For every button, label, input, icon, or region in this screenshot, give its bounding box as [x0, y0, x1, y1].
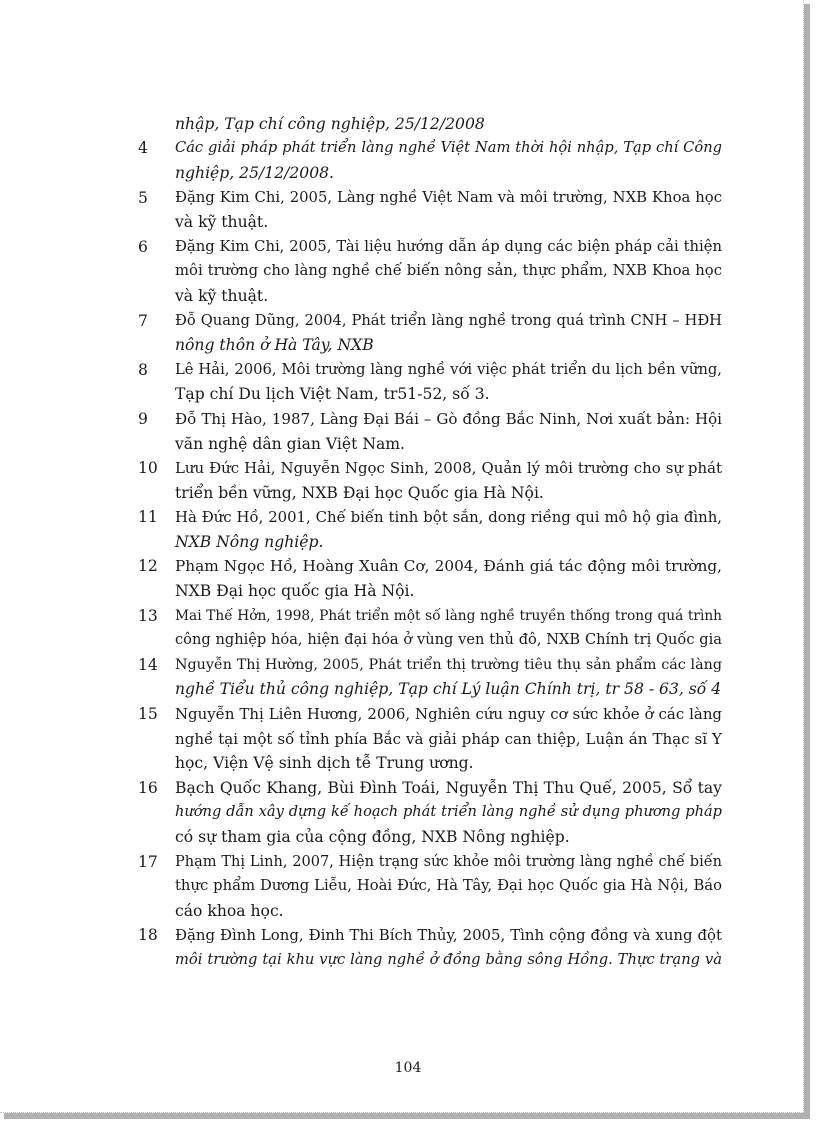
reference-line: văn nghệ dân gian Việt Nam. [175, 434, 406, 453]
reference-line: Phạm Thị Linh, 2007, Hiện trạng sức khỏe môi trường làng nghề chế biến [175, 853, 722, 870]
reference-item [138, 456, 722, 505]
reference-line: triển bền vững, NXB Đại học Quốc gia Hà Nội. [175, 483, 544, 502]
reference-item [138, 112, 722, 136]
reference-line: môi trường tại khu vực làng nghề ở đồng bằng sông Hồng. Thực trạng và [175, 950, 722, 968]
reference-line: Đỗ Quang Dũng, 2004, Phát triển làng nghề trong quá trình CNH – HĐH [175, 311, 722, 329]
reference-line: nghiệp, 25/12/2008. [175, 163, 335, 182]
reference-line: Các giải pháp phát triển làng nghề Việt Nam thời hội nhập, Tạp chí Công [175, 139, 722, 157]
reference-line: Phạm Ngọc Hồ, Hoàng Xuân Cơ, 2004, Đánh giá tác động môi trường, [175, 557, 722, 576]
reference-line: nhập, Tạp chí công nghiệp, 25/12/2008 [175, 115, 485, 133]
reference-number: 18 [138, 926, 158, 945]
reference-number: 16 [138, 778, 158, 797]
reference-item [138, 186, 722, 235]
reference-number: 14 [138, 655, 158, 674]
reference-number: 11 [138, 508, 158, 527]
reference-number: 10 [138, 459, 158, 478]
reference-item [138, 850, 722, 924]
reference-line: Lê Hải, 2006, Môi trường làng nghề với việc phát triển du lịch bền vững, [175, 360, 722, 378]
reference-line: Nguyễn Thị Liên Hương, 2006, Nghiên cứu nguy cơ sức khỏe ở các làng [175, 705, 722, 724]
reference-item [138, 309, 722, 358]
reference-item [138, 505, 722, 554]
reference-line: NXB Đại học quốc gia Hà Nội. [175, 582, 415, 601]
reference-number: 8 [138, 360, 148, 379]
reference-line: và kỹ thuật. [175, 213, 269, 232]
reference-item [138, 358, 722, 407]
reference-line: hướng dẫn xây dựng kế hoạch phát triển làng nghề sử dụng phương pháp [175, 803, 722, 821]
reference-line: cáo khoa học. [175, 901, 284, 920]
reference-line: Đặng Đình Long, Đinh Thi Bích Thủy, 2005, Tình cộng đồng và xung đột [175, 926, 722, 945]
reference-line: và kỹ thuật. [175, 286, 269, 305]
reference-item [138, 653, 722, 702]
reference-line: Tạp chí Du lịch Việt Nam, tr51-52, số 3. [175, 385, 490, 404]
reference-number: 5 [138, 188, 148, 207]
reference-line: Nguyễn Thị Hường, 2005, Phát triển thị trường tiêu thụ sản phẩm các làng [175, 656, 722, 673]
reference-item [138, 136, 722, 185]
reference-number: 12 [138, 557, 158, 576]
reference-item [138, 604, 722, 653]
reference-line: Đặng Kim Chi, 2005, Làng nghề Việt Nam và môi trường, NXB Khoa học [175, 188, 722, 206]
reference-line: Mai Thế Hởn, 1998, Phát triển một số làng nghề truyền thống trong quá trình [175, 607, 722, 624]
page-number: 104 [394, 1060, 422, 1076]
reference-line: Đỗ Thị Hào, 1987, Làng Đại Bái – Gò đồng Bắc Ninh, Nơi xuất bản: Hội [175, 409, 722, 428]
reference-line: công nghiệp hóa, hiện đại hóa ở vùng ven thủ đô, NXB Chính trị Quốc gia [175, 631, 722, 649]
reference-item [138, 407, 722, 456]
reference-number: 6 [138, 237, 148, 256]
reference-number: 13 [138, 606, 158, 625]
reference-number: 4 [138, 139, 148, 158]
reference-line: nghề Tiểu thủ công nghiệp, Tạp chí Lý luận Chính trị, tr 58 - 63, số 4 [175, 680, 722, 699]
reference-line: Bạch Quốc Khang, Bùi Đình Toái, Nguyễn Thị Thu Quế, 2005, Sổ tay [175, 778, 722, 797]
reference-line: Đặng Kim Chi, 2005, Tài liệu hướng dẫn áp dụng các biện pháp cải thiện [175, 237, 722, 255]
reference-item [138, 923, 722, 972]
reference-number: 9 [138, 409, 148, 428]
reference-line: có sự tham gia của cộng đồng, NXB Nông nghiệp. [175, 828, 570, 847]
reference-item [138, 776, 722, 850]
reference-line: nông thôn ở Hà Tây, NXB [175, 336, 374, 355]
reference-line: Hà Đức Hồ, 2001, Chế biến tinh bột sắn, dong riềng qui mô hộ gia đình, [175, 508, 722, 527]
reference-item [138, 702, 722, 776]
reference-line: thực phẩm Dương Liễu, Hoài Đức, Hà Tây, Đại học Quốc gia Hà Nội, Báo [175, 877, 722, 895]
reference-line: nghề tại một số tỉnh phía Bắc và giải pháp can thiệp, Luận án Thạc sĩ Y [175, 729, 722, 748]
reference-line: học, Viện Vệ sinh dịch tễ Trung ương. [175, 754, 474, 773]
reference-line: môi trường cho làng nghề chế biến nông sản, thực phẩm, NXB Khoa học [175, 262, 722, 280]
reference-number: 17 [138, 852, 158, 871]
page-shadow-right [804, 4, 810, 1117]
page-shadow-bottom [4, 1113, 810, 1119]
reference-item [138, 554, 722, 603]
reference-line: NXB Nông nghiệp. [175, 532, 324, 551]
reference-number: 15 [138, 705, 158, 724]
reference-list [138, 112, 722, 973]
reference-number: 7 [138, 311, 148, 330]
reference-line: Lưu Đức Hải, Nguyễn Ngọc Sinh, 2008, Quản lý môi trường cho sự phát [175, 459, 722, 478]
reference-item [138, 235, 722, 309]
